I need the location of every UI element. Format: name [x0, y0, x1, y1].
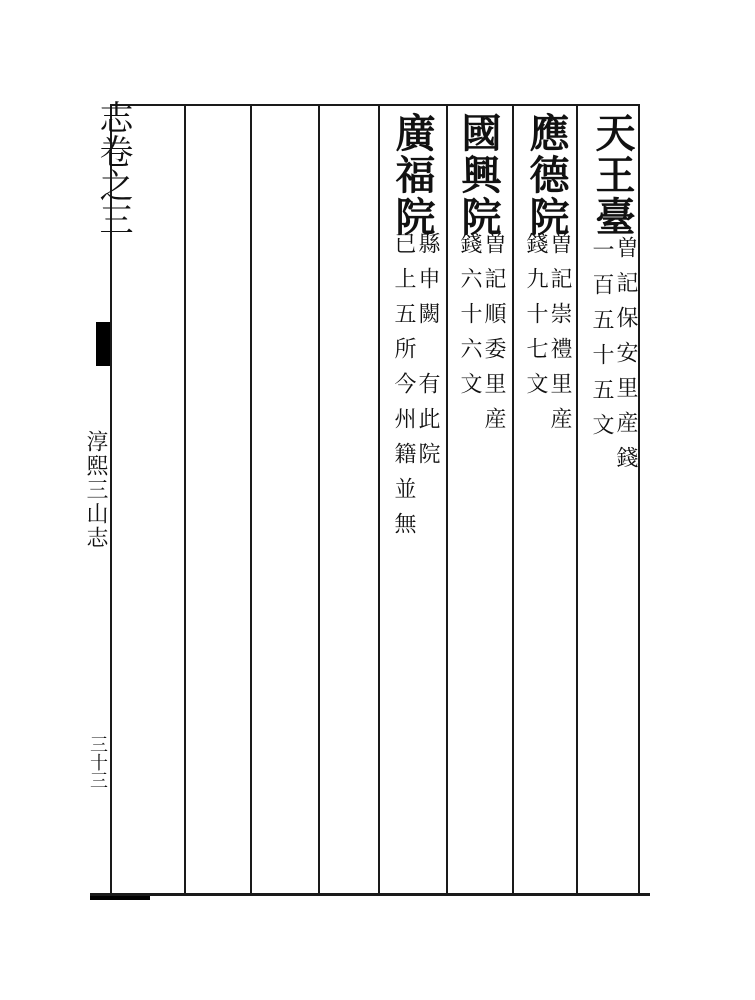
frame-right-rule [638, 104, 640, 894]
column-rule [378, 104, 380, 894]
entry-title: 應德院 [523, 112, 570, 238]
entry-note: 錢九十七文 [523, 232, 548, 407]
entry-title: 廣福院 [389, 112, 436, 238]
frame-top-rule [110, 104, 640, 106]
entry-note: 錢六十六文 [457, 232, 482, 407]
spine-fishtail-mark [96, 322, 110, 366]
column-rule [184, 104, 186, 894]
column-rule [512, 104, 514, 894]
column-rule [250, 104, 252, 894]
entry-title: 天王臺 [589, 112, 636, 238]
frame-bottom-rule [90, 893, 650, 896]
frame-bottom-heavy-rule [90, 896, 150, 900]
column-rule [446, 104, 448, 894]
entry-note: 一百五十五文 [589, 238, 614, 448]
left-edge-text-fragment [93, 100, 133, 300]
entry-note: 縣申闕 有此院 [415, 232, 440, 477]
column-rule [318, 104, 320, 894]
entry-note: 已上五所今州籍並無 [391, 232, 416, 547]
column-rule [576, 104, 578, 894]
entry-note: 曽記順委里産 [481, 232, 506, 442]
left-edge-fragment-text: 志卷之三 [93, 100, 133, 236]
entry-note: 曽記保安里産錢 [613, 236, 638, 481]
spine-page-number: 三十三 [87, 735, 108, 789]
entry-title: 國興院 [455, 112, 502, 238]
spine-title: 淳熙三山志 [83, 430, 108, 550]
entry-note: 曽記崇禮里産 [547, 232, 572, 442]
